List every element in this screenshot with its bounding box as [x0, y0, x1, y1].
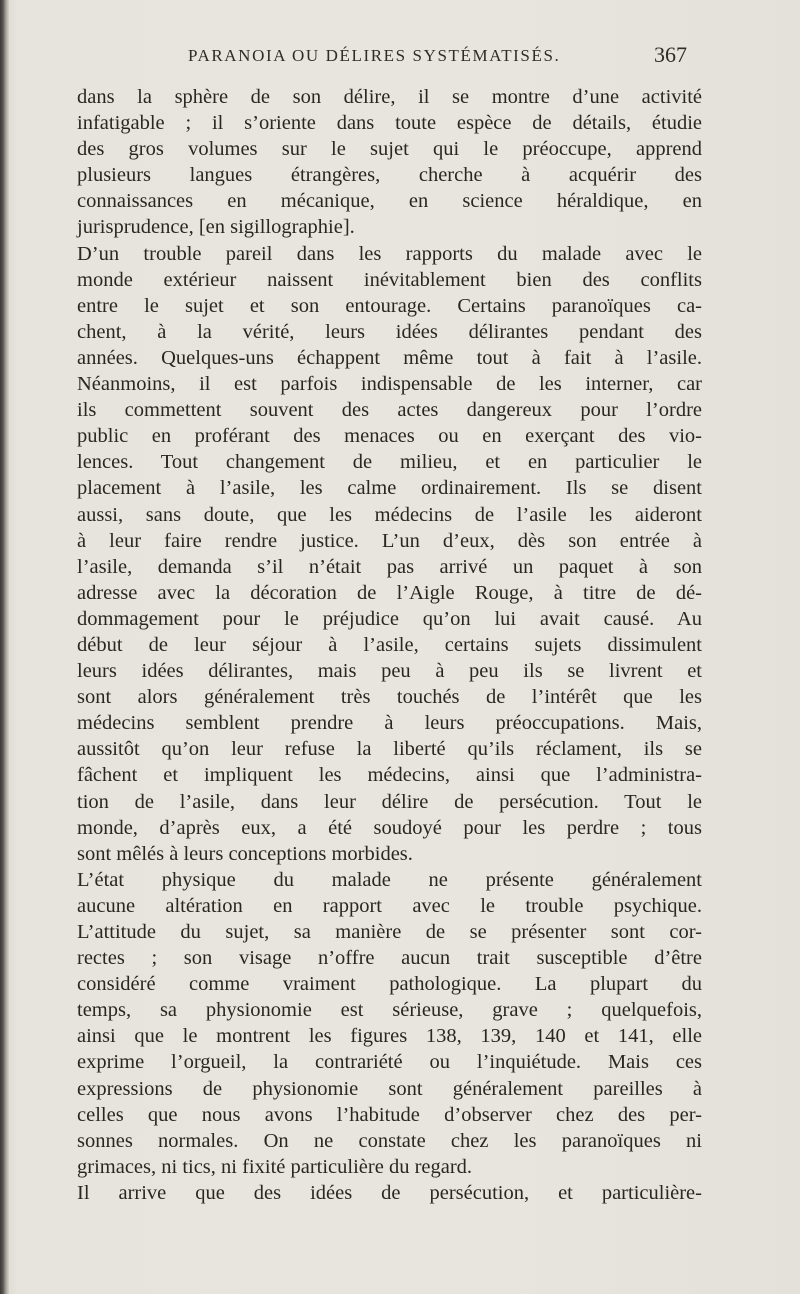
text-line: sont mêlés à leurs conceptions morbides.: [77, 842, 413, 865]
text-line: expressions de physionomie sont généralement pareilles à: [77, 1077, 702, 1100]
text-line: infatigable ; il s’oriente dans toute espèce de détails, étudie: [77, 112, 702, 135]
text-line: L’attitude du sujet, sa manière de se présenter sont cor-: [77, 921, 702, 943]
text-line: lences. Tout changement de milieu, et en particulier le: [77, 451, 702, 474]
text-line: aucune altération en rapport avec le trouble psychique.: [77, 894, 702, 917]
text-line: D’un trouble pareil dans les rapports du malade avec le: [77, 242, 702, 265]
text-line: fâchent et impliquent les médecins, ainsi que l’administra-: [77, 764, 702, 787]
text-line: à leur faire rendre justice. L’un d’eux, dès son entrée à: [77, 529, 702, 552]
text-line: entre le sujet et son entourage. Certains paranoïques ca-: [77, 294, 702, 317]
text-line: tion de l’asile, dans leur délire de persécution. Tout le: [77, 790, 702, 813]
text-line: plusieurs langues étrangères, cherche à acquérir des: [77, 164, 702, 187]
page-number: 367: [654, 42, 687, 67]
text-line: dommagement pour le préjudice qu’on lui avait causé. Au: [77, 607, 702, 630]
text-line: public en proférant des menaces ou en exerçant des vio-: [77, 425, 702, 448]
page-binding-edge: [0, 0, 9, 1294]
text-line: sont alors généralement très touchés de l’intérêt que les: [77, 686, 702, 709]
text-line: médecins semblent prendre à leurs préoccupations. Mais,: [77, 712, 702, 735]
text-line: L’état physique du malade ne présente généralement: [77, 868, 702, 891]
text-line: ainsi que le montrent les figures 138, 139, 140 et 141, elle: [77, 1025, 702, 1048]
text-line: aussi, sans doute, que les médecins de l’asile les aideront: [77, 503, 702, 526]
text-line: jurisprudence, [en sigillographie].: [77, 216, 355, 239]
text-line: monde extérieur naissent inévitablement bien des conflits: [77, 268, 702, 291]
text-line: considéré comme vraiment pathologique. La plupart du: [77, 973, 702, 996]
text-line: Il arrive que des idées de persécution, et particulière-: [77, 1181, 702, 1204]
text-line: l’asile, demanda s’il n’était pas arrivé un paquet à son: [77, 555, 702, 578]
text-line: temps, sa physionomie est sérieuse, grave ; quelquefois,: [77, 999, 702, 1022]
text-line: années. Quelques-uns échappent même tout à fait à l’asile.: [77, 346, 702, 369]
text-line: Néanmoins, il est parfois indispensable de les interner, car: [77, 373, 702, 396]
text-line: connaissances en mécanique, en science héraldique, en: [77, 190, 702, 213]
text-line: sonnes normales. On ne constate chez les paranoïques ni: [77, 1129, 702, 1152]
text-line: dans la sphère de son délire, il se montre d’une activité: [77, 86, 702, 108]
text-line: leurs idées délirantes, mais peu à peu ils se livrent et: [77, 660, 702, 683]
text-line: adresse avec la décoration de l’Aigle Rouge, à titre de dé-: [77, 581, 702, 604]
text-line: aussitôt qu’on leur refuse la liberté qu’ils réclament, ils se: [77, 738, 702, 761]
text-line: placement à l’asile, les calme ordinairement. Ils se disent: [77, 477, 702, 500]
text-line: des gros volumes sur le sujet qui le préoccupe, apprend: [77, 138, 702, 161]
text-line: chent, à la vérité, leurs idées délirantes pendant des: [77, 320, 702, 343]
running-head: [0, 40, 800, 70]
text-line: début de leur séjour à l’asile, certains sujets dissimulent: [77, 633, 702, 656]
text-line: rectes ; son visage n’offre aucun trait susceptible d’être: [77, 947, 702, 970]
body-text: [77, 84, 702, 1206]
text-line: monde, d’après eux, a été soudoyé pour les perdre ; tous: [77, 816, 702, 839]
text-line: ils commettent souvent des actes dangereux pour l’ordre: [77, 399, 702, 422]
text-line: grimaces, ni tics, ni fixité particulière du regard.: [77, 1155, 473, 1178]
text-line: celles que nous avons l’habitude d’observer chez des per-: [77, 1103, 702, 1126]
running-head-title: PARANOIA OU DÉLIRES SYSTÉMATISÉS.: [188, 46, 561, 65]
text-line: exprime l’orgueil, la contrariété ou l’inquiétude. Mais ces: [77, 1051, 702, 1074]
